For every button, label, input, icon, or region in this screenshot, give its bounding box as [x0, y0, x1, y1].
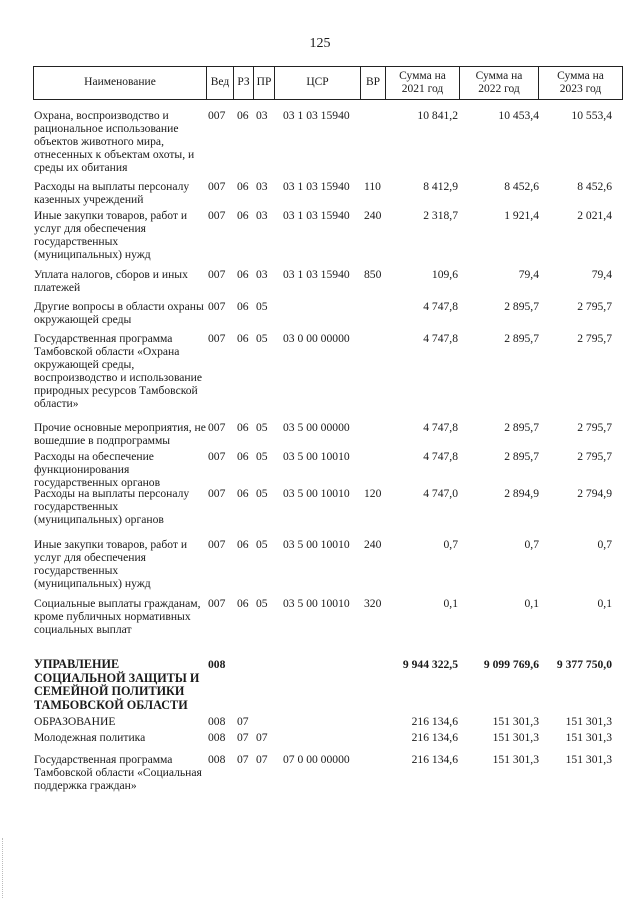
- cell-csr: 03 0 00 00000: [283, 332, 350, 345]
- cell-vr: 320: [364, 597, 382, 610]
- cell-sum-2023: 2 795,7: [577, 421, 612, 434]
- cell-name: Расходы на выплаты персоналу казенных учреждений: [34, 180, 190, 206]
- cell-rz: 07: [237, 753, 249, 766]
- cell-ved: 007: [208, 268, 226, 281]
- header-ved: Вед: [207, 67, 234, 99]
- cell-sum-2021: 0,1: [443, 597, 458, 610]
- cell-sum-2023: 2 795,7: [577, 450, 612, 463]
- cell-rz: 06: [237, 538, 249, 551]
- cell-rz: 06: [237, 487, 249, 500]
- cell-vr: 110: [364, 180, 381, 193]
- cell-rz: 06: [237, 180, 249, 193]
- cell-sum-2023: 2 021,4: [577, 209, 612, 222]
- cell-ved: 007: [208, 109, 226, 122]
- header-vr: ВР: [361, 67, 386, 99]
- cell-name: Уплата налогов, сборов и иных платежей: [34, 268, 188, 294]
- cell-name: Иные закупки товаров, работ и услуг для обеспечения государственных (муниципальных) нужд: [34, 538, 188, 590]
- cell-pr: 05: [256, 421, 268, 434]
- cell-pr: 03: [256, 209, 268, 222]
- cell-sum-2023: 2 794,9: [577, 487, 612, 500]
- header-sum-2021: Сумма на 2021 год: [386, 67, 460, 99]
- cell-vr: 120: [364, 487, 382, 500]
- cell-sum-2022: 151 301,3: [492, 731, 539, 744]
- cell-vr: 850: [364, 268, 382, 281]
- header-pr: ПР: [254, 67, 275, 99]
- margin-dots: [2, 838, 6, 898]
- cell-rz: 07: [237, 731, 249, 744]
- cell-vr: 240: [364, 538, 382, 551]
- header-sum-2022: Сумма на 2022 год: [460, 67, 539, 99]
- cell-csr: 03 5 00 10010: [283, 538, 350, 551]
- cell-sum-2021: 10 841,2: [417, 109, 458, 122]
- cell-ved: 007: [208, 597, 226, 610]
- cell-vr: 240: [364, 209, 382, 222]
- page-number: 125: [309, 36, 331, 51]
- cell-sum-2021: 8 412,9: [423, 180, 458, 193]
- cell-name: Иные закупки товаров, работ и услуг для обеспечения государственных (муниципальных) нужд: [34, 209, 188, 261]
- cell-name: Молодежная политика: [34, 731, 146, 744]
- cell-sum-2022: 151 301,3: [492, 715, 539, 728]
- cell-name: Прочие основные мероприятия, не вошедшие в подпрограммы: [34, 421, 206, 447]
- cell-ved: 007: [208, 450, 226, 463]
- cell-sum-2022: 2 895,7: [504, 300, 539, 313]
- cell-csr: 03 1 03 15940: [283, 109, 350, 122]
- cell-sum-2022: 151 301,3: [492, 753, 539, 766]
- cell-sum-2021: 216 134,6: [411, 731, 458, 744]
- cell-pr: 03: [256, 268, 268, 281]
- cell-sum-2021: 4 747,8: [423, 450, 458, 463]
- cell-sum-2022: 9 099 769,6: [483, 658, 539, 671]
- header-sum-2023: Сумма на 2023 год: [557, 69, 604, 95]
- cell-csr: 03 1 03 15940: [283, 180, 350, 193]
- cell-rz: 06: [237, 597, 249, 610]
- cell-sum-2023: 79,4: [591, 268, 612, 281]
- cell-ved: 007: [208, 538, 226, 551]
- header-name: Наименование: [34, 67, 207, 99]
- cell-ved: 008: [208, 731, 226, 744]
- cell-ved: 007: [208, 487, 226, 500]
- header-rz: РЗ: [234, 67, 254, 99]
- cell-csr: 03 5 00 00000: [283, 421, 350, 434]
- cell-pr: 05: [256, 450, 268, 463]
- cell-csr: 03 5 00 10010: [283, 597, 350, 610]
- cell-sum-2021: 4 747,8: [423, 421, 458, 434]
- cell-rz: 06: [237, 268, 249, 281]
- cell-sum-2023: 151 301,3: [565, 753, 612, 766]
- cell-ved: 007: [208, 332, 226, 345]
- cell-pr: 07: [256, 753, 268, 766]
- cell-ved: 008: [208, 753, 226, 766]
- cell-sum-2023: 2 795,7: [577, 332, 612, 345]
- cell-pr: 05: [256, 538, 268, 551]
- cell-ved: 007: [208, 180, 226, 193]
- cell-sum-2023: 0,7: [597, 538, 612, 551]
- cell-rz: 06: [237, 300, 249, 313]
- cell-ved: 007: [208, 209, 226, 222]
- cell-rz: 06: [237, 209, 249, 222]
- cell-sum-2023: 10 553,4: [571, 109, 612, 122]
- cell-name: Социальные выплаты гражданам, кроме публичных нормативных социальных выплат: [34, 597, 201, 636]
- cell-sum-2023: 151 301,3: [565, 731, 612, 744]
- cell-name: Расходы на выплаты персоналу государственных (муниципальных) органов: [34, 487, 190, 526]
- cell-sum-2022: 2 894,9: [504, 487, 539, 500]
- cell-ved: 007: [208, 421, 226, 434]
- header-csr: ЦСР: [275, 67, 361, 99]
- cell-name: ОБРАЗОВАНИЕ: [34, 715, 116, 728]
- cell-ved: 008: [208, 715, 226, 728]
- cell-sum-2021: 0,7: [443, 538, 458, 551]
- cell-rz: 07: [237, 715, 249, 728]
- cell-sum-2022: 0,7: [524, 538, 539, 551]
- cell-pr: 07: [256, 731, 268, 744]
- cell-sum-2022: 79,4: [518, 268, 539, 281]
- cell-sum-2021: 9 944 322,5: [402, 658, 458, 671]
- cell-sum-2023: 2 795,7: [577, 300, 612, 313]
- cell-csr: 03 1 03 15940: [283, 268, 350, 281]
- cell-sum-2022: 0,1: [524, 597, 539, 610]
- cell-pr: 05: [256, 300, 268, 313]
- cell-pr: 05: [256, 597, 268, 610]
- cell-rz: 06: [237, 332, 249, 345]
- cell-sum-2023: 151 301,3: [565, 715, 612, 728]
- cell-sum-2022: 10 453,4: [498, 109, 539, 122]
- cell-ved: 007: [208, 300, 226, 313]
- cell-name: Охрана, воспроизводство и рациональное использование объектов животного мира, отнесенных к объектам охоты, и среды их обитания: [34, 109, 195, 174]
- cell-csr: 07 0 00 00000: [283, 753, 350, 766]
- cell-rz: 06: [237, 421, 249, 434]
- cell-sum-2021: 4 747,8: [423, 332, 458, 345]
- cell-pr: 05: [256, 487, 268, 500]
- table-header: [33, 66, 623, 100]
- cell-sum-2023: 9 377 750,0: [556, 658, 612, 671]
- cell-sum-2021: 216 134,6: [411, 715, 458, 728]
- cell-sum-2021: 109,6: [431, 268, 458, 281]
- cell-ved: 008: [208, 658, 226, 671]
- cell-rz: 06: [237, 450, 249, 463]
- cell-sum-2021: 4 747,0: [423, 487, 458, 500]
- cell-sum-2023: 8 452,6: [577, 180, 612, 193]
- cell-name: УПРАВЛЕНИЕ СОЦИАЛЬНОЙ ЗАЩИТЫ И СЕМЕЙНОЙ ПОЛИТИКИ ТАМБОВСКОЙ ОБЛАСТИ: [34, 657, 200, 712]
- cell-csr: 03 1 03 15940: [283, 209, 350, 222]
- cell-pr: 03: [256, 109, 268, 122]
- cell-sum-2022: 1 921,4: [504, 209, 539, 222]
- cell-sum-2022: 2 895,7: [504, 421, 539, 434]
- cell-name: Государственная программа Тамбовской области «Охрана окружающей среды, воспроизводство и использование природных ресурсов Тамбовской области»: [34, 332, 202, 410]
- cell-sum-2022: 8 452,6: [504, 180, 539, 193]
- cell-csr: 03 5 00 10010: [283, 450, 350, 463]
- cell-sum-2023: 0,1: [597, 597, 612, 610]
- cell-name: Другие вопросы в области охраны окружающей среды: [34, 300, 204, 326]
- cell-sum-2021: 2 318,7: [423, 209, 458, 222]
- cell-sum-2021: 4 747,8: [423, 300, 458, 313]
- cell-name: Государственная программа Тамбовской области «Социальная поддержка граждан»: [34, 753, 202, 792]
- cell-sum-2021: 216 134,6: [411, 753, 458, 766]
- cell-rz: 06: [237, 109, 249, 122]
- cell-sum-2022: 2 895,7: [504, 332, 539, 345]
- cell-pr: 05: [256, 332, 268, 345]
- cell-name: Расходы на обеспечение функционирования государственных органов: [34, 450, 161, 489]
- cell-sum-2022: 2 895,7: [504, 450, 539, 463]
- cell-csr: 03 5 00 10010: [283, 487, 350, 500]
- cell-pr: 03: [256, 180, 268, 193]
